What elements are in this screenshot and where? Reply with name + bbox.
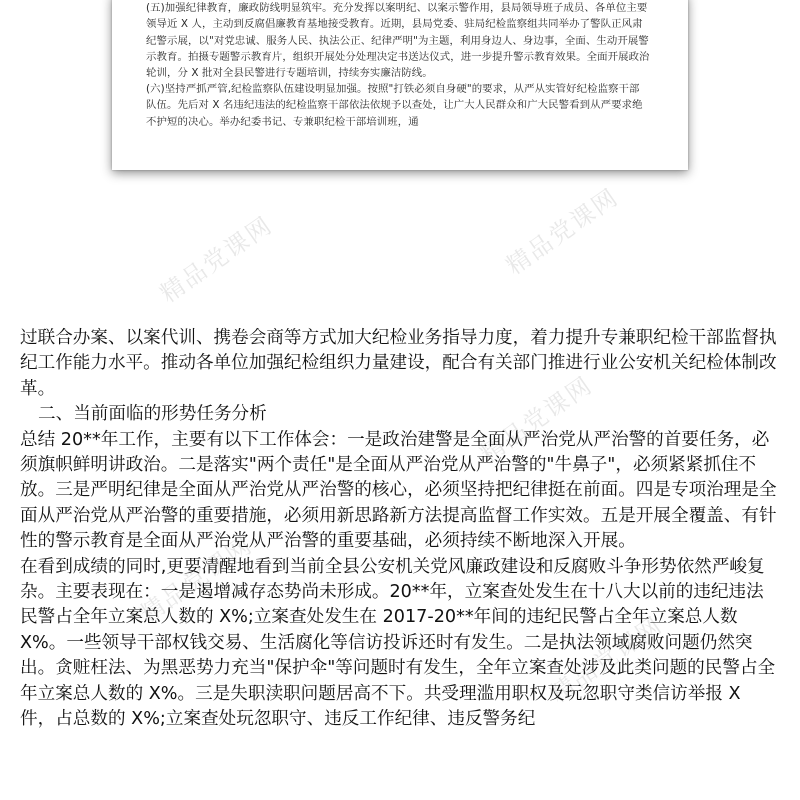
watermark: 精品党课网 xyxy=(475,370,598,469)
preview-text xyxy=(146,0,650,130)
paragraph-summary: 总结 20**年工作，主要有以下工作体会：一是政治建警是全面从严治党从严治警的首要任务，必须旗帜鲜明讲政治。二是落实"两个责任"是全面从严治党从严治警的"牛鼻子"，必须紧紧抓住不放。三是严明纪律是全面从严治党从严治警的核心，必须坚持把纪律挺在前面。四是专项治理是全面从严治党从严治警的重要措施，必须用新思路新方法提高监督工作实效。五是开展全覆盖、有针性的警示教育是全面从严治党从严治警的重要基础，必须持续不断地深入开展。 xyxy=(20,429,777,552)
document-preview-card xyxy=(112,0,688,170)
preview-section-5: (五)加强纪律教育，廉政防线明显筑牢。充分发挥以案明纪、以案示警作用，县局领导班子成员、各单位主要领导近 X 人，主动到反腐倡廉教育基地接受教育。近期，县局党委、驻局纪检监察组共同举办了警队正风肃纪警示展，以"对党忠诚、服务人民、执法公正、纪律严明"为主题，利用身边人、身边事，全面、生动开展警示教育。拍摄专题警示教育片，组织开展处分处理决定书送达仪式，进一步提升警示教育效果。全面开展政治轮训，分 X 批对全县民警进行专题培训，持续夯实廉洁防线。 xyxy=(146,2,650,80)
watermark: 精品党课网 xyxy=(155,210,278,309)
document-body xyxy=(20,326,780,733)
watermark: 精品党课网 xyxy=(545,610,668,709)
paragraph-continuation: 过联合办案、以案代训、携卷会商等方式加大纪检业务指导力度，着力提升专兼职纪检干部监督执纪工作能力水平。推动各单位加强纪检组织力量建设，配合有关部门推进行业公安机关纪检体制改革。 xyxy=(20,328,777,399)
section-heading: 二、当前面临的形势任务分析 xyxy=(38,404,267,425)
paragraph-situation: 在看到成绩的同时,更要清醒地看到当前全县公安机关党风廉政建设和反腐败斗争形势依然严峻复杂。主要表现在：一是遏增减存态势尚未形成。20**年，立案查处发生在十八大以前的违纪违法民警占全年立案总人数的 X%;立案查处发生在 2017-20**年间的违纪民警占全年立案总人数 X%。一些领导干部权钱交易、生活腐化等信访投诉还时有发生。二是执法领域腐败问题仍然突出。贪赃枉法、为黑恶势力充当"保护伞"等问题时有发生，全年立案查处涉及此类问题的民警占全年立案总人数的 X%。三是失职渎职问题居高不下。共受理滥用职权及玩忽职守类信访举报 X 件，占总数的 X%;立案查处玩忽职守、违反工作纪律、违反警务纪 xyxy=(20,556,776,730)
watermark: 精品党课网 xyxy=(501,182,624,281)
watermark: 精品党课网 xyxy=(135,530,258,629)
preview-section-6: (六)坚持严抓严管,纪检监察队伍建设明显加强。按照"打铁必须自身硬"的要求，从严从实管好纪检监察干部队伍。先后对 X 名违纪违法的纪检监察干部依法依规予以查处，让广大人民群众和广大民警看到从严要求绝不护短的决心。举办纪委书记、专兼职纪检干部培训班，通 xyxy=(146,83,643,128)
